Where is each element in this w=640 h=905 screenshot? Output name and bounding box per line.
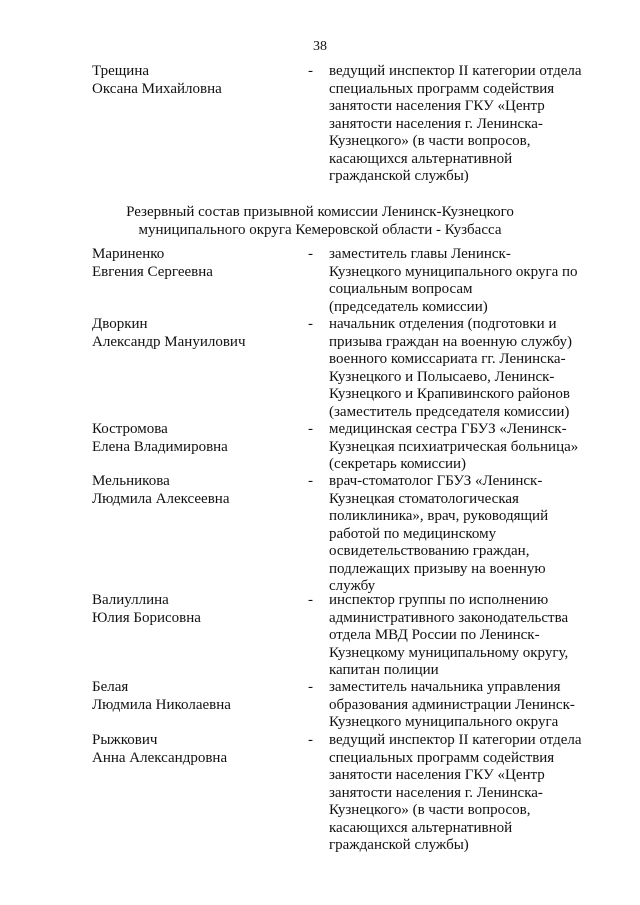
role-line: врач-стоматолог ГБУЗ «Ленинск- <box>329 473 543 489</box>
name-line: Людмила Николаевна <box>92 696 231 713</box>
member-role <box>329 592 591 680</box>
name-line: Евгения Сергеевна <box>92 263 213 280</box>
name-line: Елена Владимировна <box>92 438 228 455</box>
role-line: Кузнецкого муниципального округа по <box>329 263 578 280</box>
role-line: заместитель начальника управления <box>329 679 561 695</box>
member-role <box>329 473 591 596</box>
role-line: медицинская сестра ГБУЗ «Ленинск- <box>329 421 567 437</box>
name-line: Валиуллина <box>92 592 169 608</box>
role-line: гражданской службы) <box>329 837 469 853</box>
member-role <box>329 246 591 316</box>
role-line: занятости населения ГКУ «Центр <box>329 98 545 114</box>
role-line: ведущий инспектор II категории отдела <box>329 63 582 79</box>
member-role <box>329 679 591 732</box>
name-line: Дворкин <box>92 316 148 332</box>
role-line: ведущий инспектор II категории отдела <box>329 732 582 748</box>
name-line: Костромова <box>92 421 168 437</box>
role-line: капитан полиции <box>329 662 439 678</box>
role-line: заместитель главы Ленинск- <box>329 246 511 262</box>
dash-separator: - <box>308 732 313 748</box>
page-number: 38 <box>313 39 327 54</box>
member-name <box>92 732 292 767</box>
dash-separator: - <box>308 592 313 608</box>
role-line: работой по медицинскому <box>329 525 497 542</box>
member-role <box>329 732 591 855</box>
name-line: Мариненко <box>92 246 165 262</box>
member-name <box>92 246 292 281</box>
member-name <box>92 473 292 508</box>
role-line: начальник отделения (подготовки и <box>329 316 557 332</box>
name-line: Мельникова <box>92 473 170 489</box>
heading-line: муниципального округа Кемеровской области - Кузбасса <box>138 221 502 238</box>
role-line: (секретарь комиссии) <box>329 456 467 472</box>
role-line: Кузнецкого и Полысаево, Ленинск- <box>329 368 555 385</box>
role-line: специальных программ содействия <box>329 80 555 97</box>
member-role <box>329 63 591 186</box>
section-heading <box>0 204 640 239</box>
dash-separator: - <box>308 679 313 695</box>
role-line: Кузнецкая психиатрическая больница» <box>329 438 579 455</box>
member-role <box>329 421 591 474</box>
role-line: призыва граждан на военную службу) <box>329 333 573 350</box>
role-line: Кузнецкого» (в части вопросов, <box>329 802 531 818</box>
dash-separator: - <box>308 473 313 489</box>
role-line: Кузнецкого муниципального округа <box>329 714 559 730</box>
role-line: образования администрации Ленинск- <box>329 696 575 713</box>
name-line: Трещина <box>92 63 150 79</box>
role-line: гражданской службы) <box>329 168 469 184</box>
dash-separator: - <box>308 63 313 79</box>
role-line: инспектор группы по исполнению <box>329 592 549 608</box>
role-line: занятости населения ГКУ «Центр <box>329 767 545 783</box>
role-line: занятости населения г. Ленинска- <box>329 115 543 132</box>
dash-separator: - <box>308 246 313 262</box>
dash-separator: - <box>308 421 313 437</box>
role-line: военного комиссариата гг. Ленинска- <box>329 351 566 367</box>
name-line: Белая <box>92 679 129 695</box>
member-name <box>92 316 292 351</box>
role-line: Кузнецкого» (в части вопросов, <box>329 133 531 149</box>
role-line: освидетельствованию граждан, <box>329 543 530 559</box>
role-line: занятости населения г. Ленинска- <box>329 784 543 801</box>
name-line: Рыжкович <box>92 732 158 748</box>
name-line: Людмила Алексеевна <box>92 490 230 507</box>
member-name <box>92 421 292 456</box>
dash-separator: - <box>308 316 313 332</box>
role-line: (председатель комиссии) <box>329 298 488 315</box>
role-line: касающихся альтернативной <box>329 150 513 167</box>
role-line: касающихся альтернативной <box>329 819 513 836</box>
member-role <box>329 316 591 421</box>
role-line: социальным вопросам <box>329 281 473 297</box>
member-name <box>92 63 292 98</box>
heading-line: Резервный состав призывной комиссии Ленинск-Кузнецкого <box>126 204 514 220</box>
role-line: службу <box>329 578 376 594</box>
role-line: Кузнецкого и Крапивинского районов <box>329 386 571 402</box>
name-line: Анна Александровна <box>92 749 228 766</box>
role-line: (заместитель председателя комиссии) <box>329 403 570 420</box>
name-line: Александр Мануилович <box>92 333 246 350</box>
role-line: подлежащих призыву на военную <box>329 560 546 577</box>
member-name <box>92 592 292 627</box>
name-line: Юлия Борисовна <box>92 609 201 626</box>
role-line: Кузнецкая стоматологическая <box>329 490 519 507</box>
role-line: административного законодательства <box>329 609 569 626</box>
role-line: поликлиника», врач, руководящий <box>329 508 549 524</box>
role-line: специальных программ содействия <box>329 749 555 766</box>
role-line: Кузнецкому муниципальному округу, <box>329 644 569 661</box>
name-line: Оксана Михайловна <box>92 80 222 97</box>
role-line: отдела МВД России по Ленинск- <box>329 627 540 643</box>
member-name <box>92 679 292 714</box>
